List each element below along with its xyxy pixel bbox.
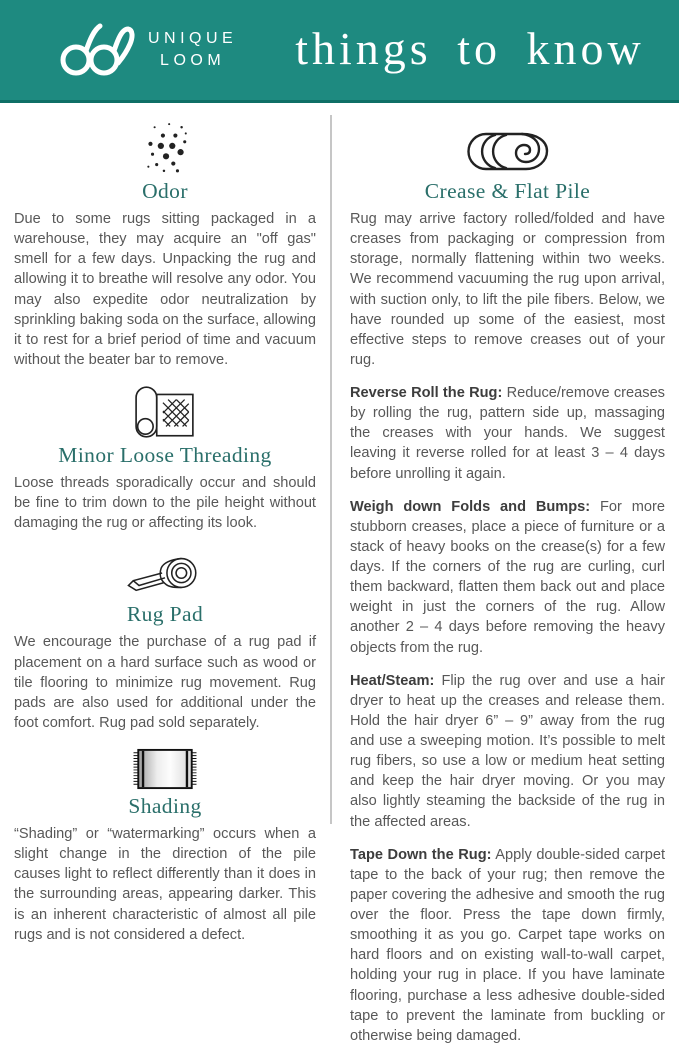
- odor-heading: Odor: [142, 179, 188, 203]
- tip-tape-down-text: Apply double-sided carpet tape to the back of your rug; then remove the paper covering the adhesive and smooth the rug over the floor. Press the tape down firmly, smoothing it as you go. Carpet tape works on hard floors and on existing wall-to-wall carpet, holding your rug in place. If you have laminate flooring, purchase a less adhesive double-sided tape to prevent the laminate from buckling or otherwise being damaged.: [350, 846, 666, 1044]
- shading-body: “Shading” or “watermarking” occurs when a slight change in the direction of the pile causes light to reflect differently than it does in the surrounding areas, appearing darker. This is an inherent characteristic of almost all pile rugs and is not considered a defect.: [14, 826, 316, 943]
- rolled-rug-side-icon: [461, 129, 555, 175]
- section-threading: [14, 385, 316, 533]
- shading-heading: Shading: [128, 794, 202, 818]
- tip-weigh-down-label: Weigh down Folds and Bumps:: [350, 498, 591, 515]
- rug-pad-heading: Rug Pad: [126, 602, 204, 627]
- tip-reverse-roll-label: Reverse Roll the Rug:: [350, 385, 503, 401]
- rug-pad-body: We encourage the purchase of a rug pad if placement on a hard surface such as wood or tile flooring to minimize rug movement. Rug pads are also used for additional under the foot comfort. Rug pad sold separately.: [14, 634, 316, 731]
- header: [0, 0, 679, 103]
- tip-heat-steam-label: Heat/Steam:: [350, 672, 435, 689]
- crease-heading: Crease & Flat Pile: [424, 179, 591, 203]
- odor-body: Due to some rugs sitting packaged in a warehouse, they may acquire an "off gas" smell for a few days. Unpacking the rug and allowing it to breathe will resolve any odor. You may also expedite odor neutralization by sprinkling baking soda on the surface, allowing it to rest for a brief period of time and vacuum without the beater bar to remove.: [14, 211, 316, 368]
- tip-reverse-roll: [350, 383, 665, 484]
- threading-heading: Minor Loose Threading: [58, 443, 272, 467]
- tip-heat-steam: [350, 671, 665, 832]
- section-odor: [14, 121, 316, 370]
- page-title: things to know: [295, 22, 645, 74]
- left-column: [14, 115, 320, 943]
- crease-body: Rug may arrive factory rolled/folded and have creases from packaging or compression from storage, normally flattening within two weeks. We recommend vacuuming the rug upon arrival, with suction only, to lift the pile fibers. Below, we have rounded up some of the easiest, most effective steps to remove creases out of your rug.: [350, 211, 665, 368]
- brand: [58, 19, 237, 81]
- rug-pad-roll-icon: [122, 548, 208, 598]
- shaded-rug-icon: [130, 748, 200, 790]
- content-columns: [0, 103, 679, 1044]
- brand-line-1: UNIQUE: [148, 30, 238, 48]
- brand-line-2: LOOM: [160, 52, 226, 69]
- rolled-rug-threading-icon: [133, 385, 197, 439]
- tip-tape-down-label: Tape Down the Rug:: [350, 846, 492, 863]
- tip-weigh-down: [350, 497, 665, 658]
- tip-weigh-down-text: For more stubborn creases, place a piece of furniture or a stack of heavy books on the crease(s) for a few days. If the corners of the rug are curling, curl them backward, flatten them back out and place weight in just the corners of the rug. Allow another 2 – 4 days before removing the heavy objects from the rug.: [350, 498, 665, 656]
- odor-dots-icon: [141, 121, 189, 175]
- unique-loom-logo-icon: [58, 19, 136, 81]
- section-rug-pad: [14, 548, 316, 733]
- section-shading: [14, 748, 316, 945]
- right-column: [332, 115, 667, 1044]
- tip-heat-steam-text: Flip the rug over and use a hair dryer to heat up the creases and release them. Hold the hair dryer 6” – 9” away from the rug and use a sweeping motion. It’s possible to melt rug fibers, so use a low or medium heat setting and keep the hair dryer moving. Or you may also lightly steaming the backside of the rug in the affected areas.: [350, 672, 665, 830]
- section-crease-flat-pile: [350, 129, 665, 370]
- tip-reverse-roll-text: Reduce/remove creases by rolling the rug, pattern side up, massaging the creases with your hands. We suggest leaving it reverse rolled for at least 3 – 4 days before unrolling it again.: [350, 385, 665, 482]
- threading-body: Loose threads sporadically occur and should be fine to trim down to the pile height without damaging the rug or affecting its look.: [14, 475, 316, 532]
- tip-tape-down: [350, 845, 665, 1046]
- brand-name: [148, 28, 237, 71]
